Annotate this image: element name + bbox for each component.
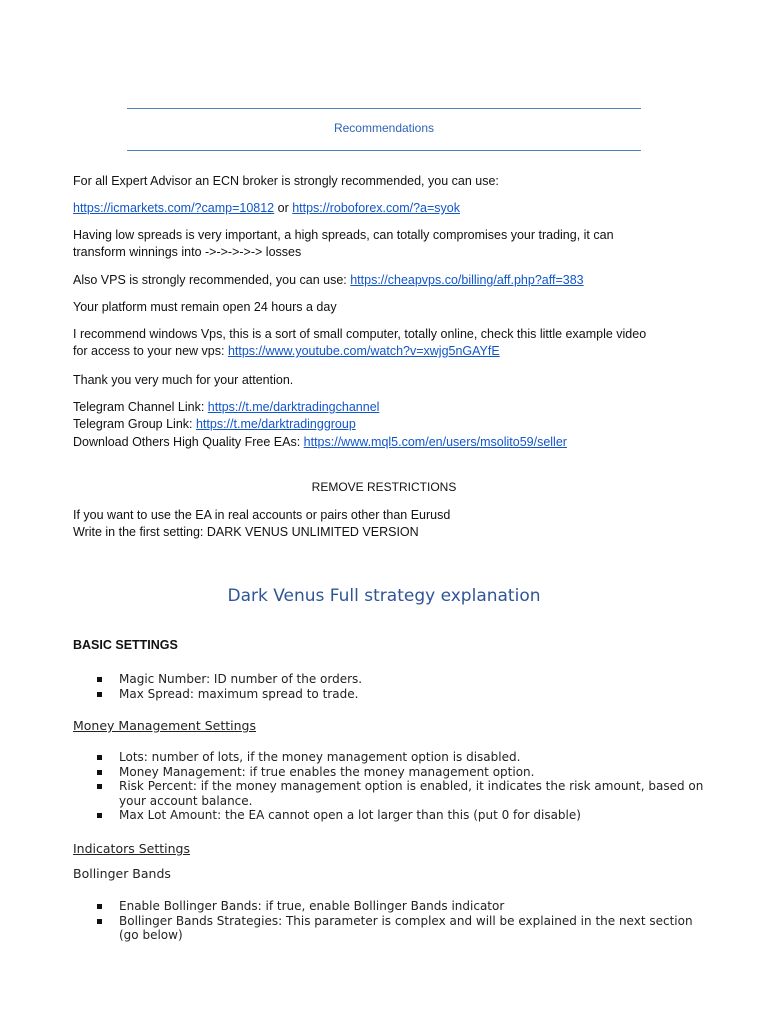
broker-recommendation-text: For all Expert Advisor an ECN broker is strongly recommended, you can use: — [73, 174, 499, 188]
list-item: Risk Percent: if the money management option is enabled, it indicates the risk amount, based on your account balance. — [97, 779, 707, 808]
header-rule-top — [127, 108, 641, 109]
spreads-line-1: Having low spreads is very important, a high spreads, can totally compromises your trading, it can — [73, 228, 614, 242]
telegram-group-label: Telegram Group Link: — [73, 417, 196, 431]
bullet-icon — [97, 770, 102, 775]
telegram-group-line — [73, 416, 713, 433]
restrictions-paragraph — [73, 507, 713, 541]
restrictions-line-2: Write in the first setting: DARK VENUS UNLIMITED VERSION — [73, 525, 419, 539]
bullet-icon — [97, 813, 102, 818]
bullet-icon — [97, 692, 102, 697]
bullet-icon — [97, 919, 102, 924]
telegram-group-link[interactable]: https://t.me/darktradinggroup — [195, 417, 356, 431]
remove-restrictions-heading: REMOVE RESTRICTIONS — [311, 480, 457, 494]
strategy-title: Dark Venus Full strategy explanation — [227, 586, 541, 606]
list-item: Max Lot Amount: the EA cannot open a lot larger than this (put 0 for disable) — [97, 808, 707, 823]
bullet-icon — [97, 677, 102, 682]
telegram-channel-link[interactable]: https://t.me/darktradingchannel — [207, 400, 380, 414]
windows-vps-paragraph — [73, 326, 713, 360]
telegram-channel-label: Telegram Channel Link: — [73, 400, 208, 414]
mql5-seller-link[interactable]: https://www.mql5.com/en/users/msolito59/seller — [303, 435, 567, 449]
vps-paragraph — [73, 272, 713, 289]
bullet-icon — [97, 755, 102, 760]
recommendations-title: Recommendations — [333, 121, 435, 135]
thanks-text: Thank you very much for your attention. — [73, 373, 294, 387]
telegram-channel-line — [73, 399, 713, 416]
cheapvps-link[interactable]: https://cheapvps.co/billing/aff.php?aff=383 — [350, 273, 584, 287]
download-eas-label: Download Others High Quality Free EAs: — [73, 435, 304, 449]
indicators-settings-heading: Indicators Settings — [73, 841, 190, 856]
list-item: Max Spread: maximum spread to trade. — [97, 687, 707, 702]
vps-text: Also VPS is strongly recommended, you can use: — [73, 273, 351, 287]
broker-links-paragraph — [73, 200, 713, 217]
header-rule-bottom — [127, 150, 641, 151]
list-item: Magic Number: ID number of the orders. — [97, 672, 707, 687]
list-item: Enable Bollinger Bands: if true, enable Bollinger Bands indicator — [97, 899, 707, 914]
bullet-icon — [97, 904, 102, 909]
list-item: Bollinger Bands Strategies: This parameter is complex and will be explained in the next section (go below) — [97, 914, 707, 943]
basic-settings-list — [97, 672, 707, 701]
spreads-line-2: transform winnings into ->->->->-> losses — [73, 245, 302, 259]
download-eas-line — [73, 434, 713, 451]
icmarkets-link[interactable]: https://icmarkets.com/?camp=10812 — [73, 201, 275, 215]
bollinger-bands-list — [97, 899, 707, 943]
platform-open-text: Your platform must remain open 24 hours a day — [73, 300, 337, 314]
windows-line-2: for access to your new vps: — [73, 344, 228, 358]
roboforex-link[interactable]: https://roboforex.com/?a=syok — [292, 201, 460, 215]
spreads-paragraph — [73, 227, 713, 261]
or-text: or — [274, 201, 293, 215]
bollinger-bands-heading: Bollinger Bands — [73, 866, 171, 881]
bullet-icon — [97, 784, 102, 789]
money-management-list — [97, 750, 707, 823]
restrictions-line-1: If you want to use the EA in real accounts or pairs other than Eurusd — [73, 508, 451, 522]
money-management-heading: Money Management Settings — [73, 718, 257, 733]
list-item: Money Management: if true enables the money management option. — [97, 765, 707, 780]
basic-settings-heading: BASIC SETTINGS — [73, 638, 178, 652]
list-item: Lots: number of lots, if the money management option is disabled. — [97, 750, 707, 765]
windows-line-1: I recommend windows Vps, this is a sort of small computer, totally online, check this little example video — [73, 327, 647, 341]
youtube-link[interactable]: https://www.youtube.com/watch?v=xwjg5nGAYfE — [227, 344, 500, 358]
